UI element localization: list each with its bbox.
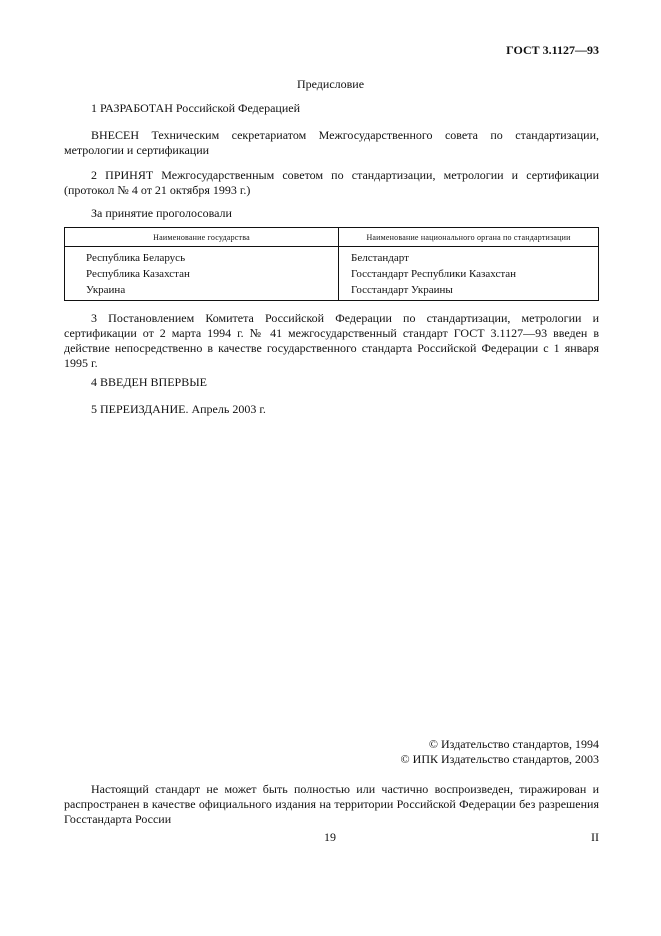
paragraph-2b-text: За принятие проголосовали [91, 206, 232, 220]
copyright-line-2: © ИПК Издательство стандартов, 2003 [400, 752, 599, 766]
table-cell-body: Госстандарт Украины [339, 282, 599, 301]
reproduction-notice-text: Настоящий стандарт не может быть полностью или частично воспроизведен, тиражирован и распространен в качестве официального издания на территории Российской Федерации без разрешения Госстандарта России [64, 782, 599, 826]
standard-code: ГОСТ 3.1127—93 [506, 43, 599, 57]
paragraph-3 [64, 311, 599, 371]
reproduction-notice [64, 782, 599, 827]
paragraph-5 [64, 402, 599, 417]
roman-page-number: II [591, 830, 599, 844]
table-cell-body: Белстандарт [339, 247, 599, 267]
table-row [65, 247, 599, 267]
paragraph-3-text: 3 Постановлением Комитета Российской Федерации по стандартизации, метрологии и сертификации от 2 марта 1994 г. № 41 межгосударственный стандарт ГОСТ 3.1127—93 введен в действие непосредственно в качестве государственного стандарта Российской Федерации с 1 января 1995 г. [64, 311, 599, 370]
table-row [65, 266, 599, 282]
table-cell-body: Госстандарт Республики Казахстан [339, 266, 599, 282]
table-cell-state: Республика Беларусь [65, 247, 339, 267]
table-header-state: Наименование государства [65, 228, 339, 247]
paragraph-5-text: 5 ПЕРЕИЗДАНИЕ. Апрель 2003 г. [91, 402, 266, 416]
table-cell-state: Республика Казахстан [65, 266, 339, 282]
paragraph-1 [64, 101, 599, 116]
paragraph-1b-text: ВНЕСЕН Техническим секретариатом Межгосударственного совета по стандартизации, метрологии и сертификации [64, 128, 599, 157]
table-row [65, 282, 599, 301]
paragraph-1b [64, 128, 599, 158]
paragraph-2 [64, 168, 599, 198]
table-header-row [65, 228, 599, 247]
table-header-body: Наименование национального органа по стандартизации [339, 228, 599, 247]
voting-table [64, 227, 599, 301]
paragraph-2b [64, 206, 599, 221]
paragraph-1-text: 1 РАЗРАБОТАН Российской Федерацией [91, 101, 300, 115]
preface-title: Предисловие [296, 77, 365, 91]
page-number: 19 [324, 830, 336, 844]
paragraph-4-text: 4 ВВЕДЕН ВПЕРВЫЕ [91, 375, 207, 389]
copyright-line-1: © Издательство стандартов, 1994 [428, 737, 599, 751]
table-cell-state: Украина [65, 282, 339, 301]
paragraph-4 [64, 375, 599, 390]
paragraph-2-text: 2 ПРИНЯТ Межгосударственным советом по стандартизации, метрологии и сертификации (протокол № 4 от 21 октября 1993 г.) [64, 168, 599, 197]
